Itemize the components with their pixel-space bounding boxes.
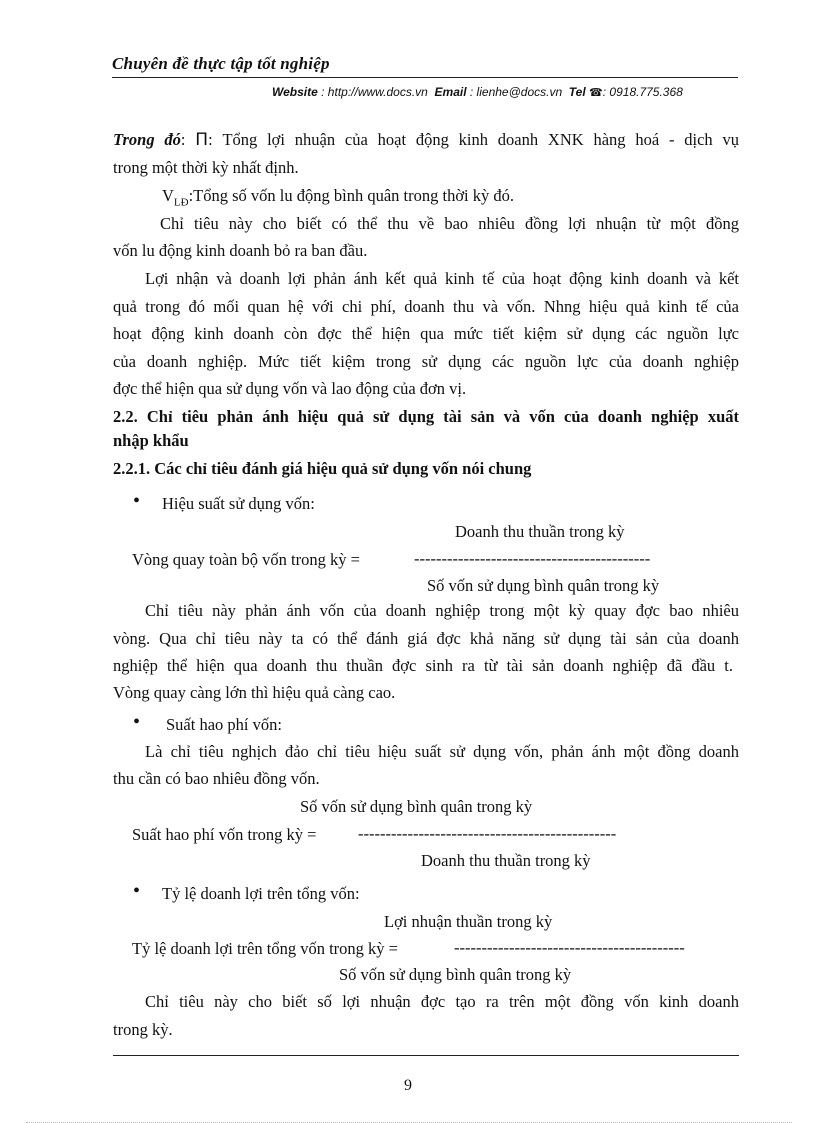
- bullet-icon: •: [133, 880, 141, 902]
- body-line: nghiệp thể hiện qua doanh thu thuần đợc sinh ra từ tài sản doanh nghiệp đã đầu t.: [113, 656, 733, 675]
- vld-subscript: LĐ: [173, 196, 189, 209]
- body-line: Vòng quay càng lớn thì hiệu quả càng cao.: [113, 683, 396, 702]
- body-line: vòng. Qua chỉ tiêu này ta có thể đánh giá đợc khả năng sử dụng tài sản của doanh: [113, 629, 739, 648]
- formula-divider: -------------------------------------------: [414, 549, 651, 568]
- formula-denominator: Số vốn sử dụng bình quân trong kỳ: [339, 965, 572, 984]
- body-line: quả trong đó mối quan hệ với chi phí, doanh thu và vốn. Nhng hiệu quả kinh tế của: [113, 297, 739, 316]
- bullet-text: Hiệu suất sử dụng vốn:: [162, 494, 315, 513]
- formula-denominator: Số vốn sử dụng bình quân trong kỳ: [427, 576, 660, 595]
- formula-numerator: Doanh thu thuần trong kỳ: [455, 522, 625, 541]
- section-heading-cont: nhập khẩu: [113, 431, 189, 450]
- bullet-text: Tỷ lệ doanh lợi trên tổng vốn:: [162, 884, 360, 903]
- body-line: đợc thể hiện qua sử dụng vốn và lao động của đơn vị.: [113, 379, 467, 398]
- bullet-icon: •: [133, 490, 141, 512]
- body-line: Lợi nhận và doanh lợi phản ánh kết quả kinh tế của hoạt động kinh doanh và kết: [145, 269, 739, 288]
- email-link[interactable]: : lienhe@docs.vn: [469, 85, 563, 99]
- formula-label: Suất hao phí vốn trong kỳ =: [132, 825, 317, 844]
- formula-divider: -----------------------------------------------: [358, 824, 617, 843]
- body-line: Chỉ tiêu này cho biết số lợi nhuận đợc tạo ra trên một đồng vốn kinh doanh: [145, 992, 739, 1011]
- header-contact: [272, 85, 683, 99]
- subsection-heading: 2.2.1. Các chỉ tiêu đánh giá hiệu quả sử dụng vốn nói chung: [113, 459, 532, 478]
- vld-symbol: V: [162, 186, 174, 205]
- formula-denominator: Doanh thu thuần trong kỳ: [421, 851, 591, 870]
- trong-do-line: Trong đó: Π: Tổng lợi nhuận của hoạt động kinh doanh XNK hàng hoá - dịch vụ: [113, 130, 739, 150]
- body-line: thu cần có bao nhiêu đồng vốn.: [113, 769, 320, 788]
- pi-definition: : Tổng lợi nhuận của hoạt động kinh doanh XNK hàng hoá - dịch vụ: [208, 130, 739, 149]
- tel-label: Tel: [568, 85, 586, 99]
- body-line: trong một thời kỳ nhất định.: [113, 158, 299, 177]
- tel-value: : 0918.775.368: [602, 85, 683, 99]
- page-number: 9: [404, 1077, 412, 1094]
- body-line: Là chỉ tiêu nghịch đảo chỉ tiêu hiệu suất sử dụng vốn, phản ánh một đồng doanh: [145, 742, 739, 761]
- formula-numerator: Số vốn sử dụng bình quân trong kỳ: [300, 797, 533, 816]
- formula-label: Tỷ lệ doanh lợi trên tổng vốn trong kỳ =: [132, 939, 398, 958]
- footer-rule: [113, 1055, 739, 1056]
- vld-text: :Tổng số vốn lu động bình quân trong thời kỳ đó.: [188, 186, 515, 205]
- pi-symbol: Π: [195, 130, 209, 150]
- website-link[interactable]: : http://www.docs.vn: [321, 85, 428, 99]
- trong-do-label: Trong đó: [113, 130, 181, 149]
- header-title: Chuyên đề thực tập tốt nghiệp: [112, 54, 330, 73]
- formula-divider: ------------------------------------------: [454, 938, 685, 957]
- body-line: Chỉ tiêu này cho biết có thể thu về bao nhiêu đồng lợi nhuận từ một đồng: [160, 214, 739, 233]
- section-heading: 2.2. Chỉ tiêu phản ánh hiệu quả sử dụng tài sản và vốn của doanh nghiệp xuất: [113, 407, 739, 426]
- bullet-icon: •: [133, 711, 141, 733]
- website-label: Website: [272, 85, 318, 99]
- body-line: hoạt động kinh doanh còn đợc thể hiện qua mức tiết kiệm sử dụng các nguồn lực: [113, 324, 739, 343]
- phone-icon: ☎: [589, 86, 603, 99]
- body-line: vốn lu động kinh doanh bỏ ra ban đầu.: [113, 241, 368, 260]
- formula-label: Vòng quay toàn bộ vốn trong kỳ =: [132, 550, 360, 569]
- formula-numerator: Lợi nhuận thuần trong kỳ: [384, 912, 553, 931]
- email-label: Email: [434, 85, 467, 99]
- header-rule: [112, 77, 738, 78]
- body-line: Chỉ tiêu này phản ánh vốn của doanh nghiệp trong một kỳ quay đợc bao nhiêu: [145, 601, 739, 620]
- body-line: trong kỳ.: [113, 1020, 173, 1039]
- bullet-text: Suất hao phí vốn:: [166, 715, 282, 734]
- body-line: của doanh nghiệp. Mức tiết kiệm trong sử dụng các nguồn lực của doanh nghiệp: [113, 352, 739, 371]
